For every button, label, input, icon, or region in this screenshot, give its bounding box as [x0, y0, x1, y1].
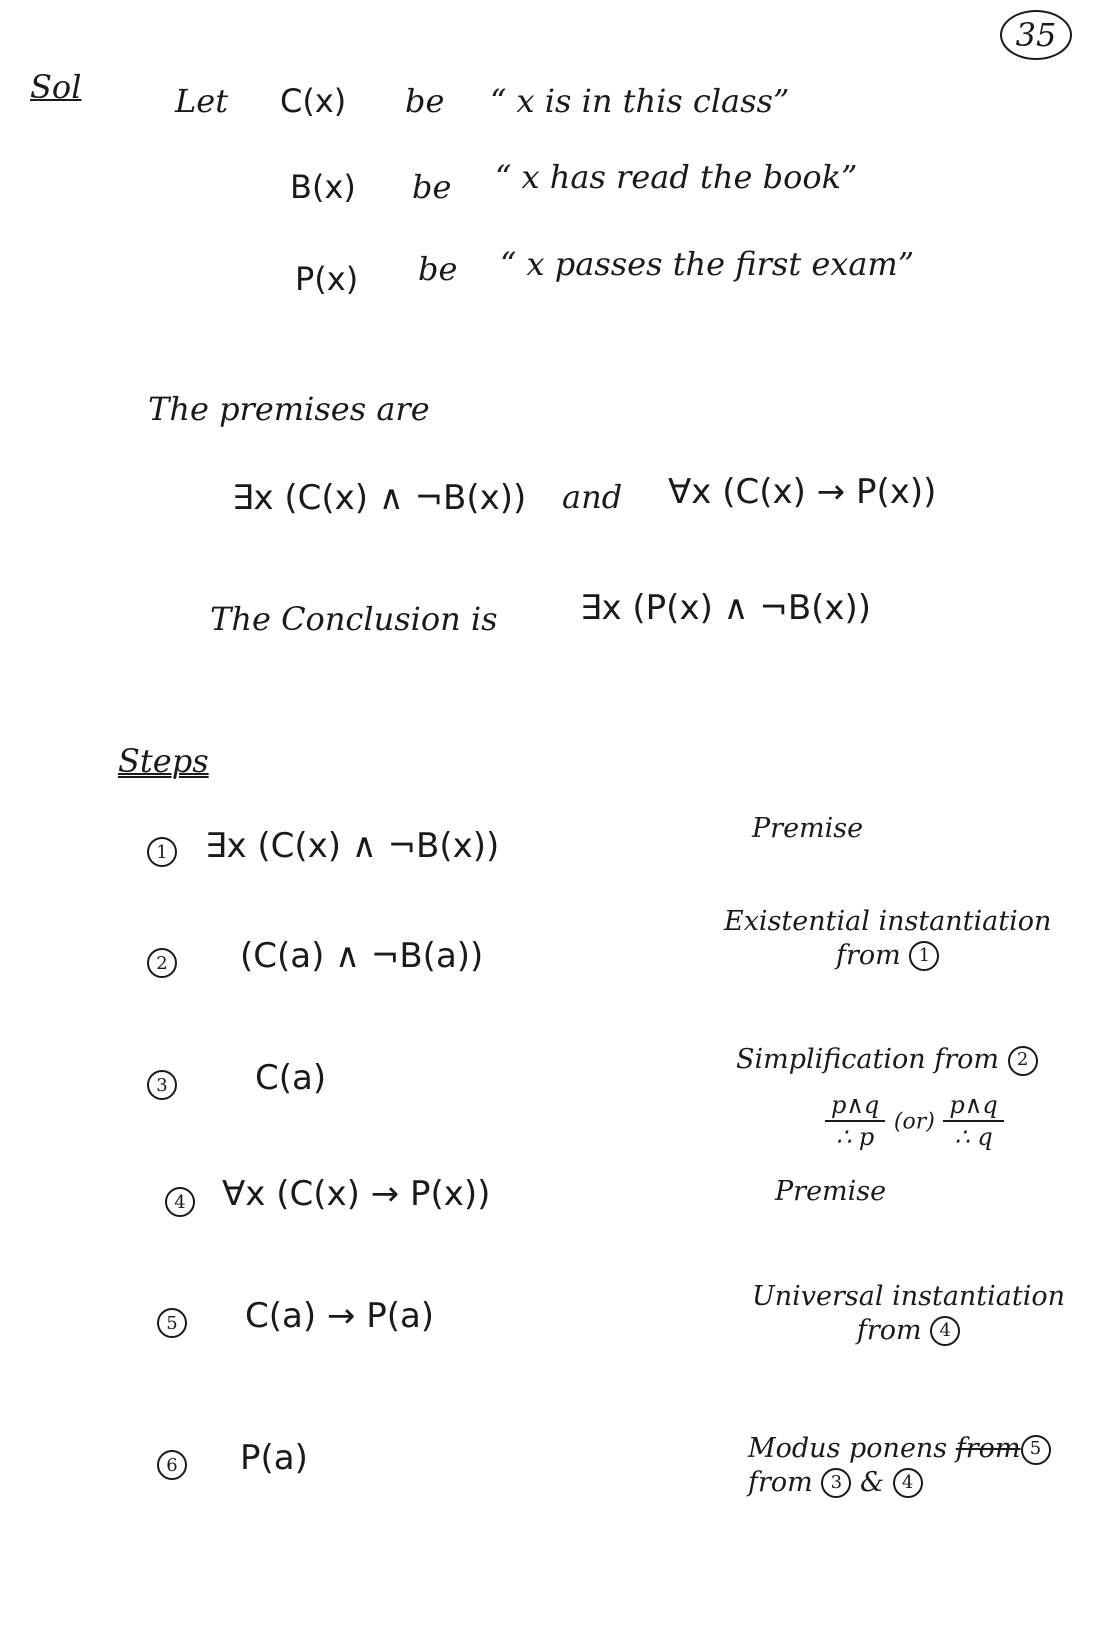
- definition-p-be: be: [418, 250, 458, 288]
- step-2-number: 2: [147, 948, 177, 978]
- premises-intro: The premises are: [148, 390, 430, 428]
- step-1-expression: ∃x (C(x) ∧ ¬B(x)): [205, 826, 500, 866]
- step-6-ref-circle-1: 3: [821, 1468, 851, 1498]
- definition-c-be: be: [405, 82, 445, 120]
- step-2-ref-circle: 1: [909, 941, 939, 971]
- rule-or: (or): [893, 1109, 935, 1135]
- step-6-struck-text: from: [955, 1433, 1021, 1464]
- definition-c-predicate: C(x): [280, 82, 347, 120]
- conclusion-formula: ∃x (P(x) ∧ ¬B(x)): [580, 588, 872, 628]
- step-5-justification: Universal instantiation from 4: [752, 1281, 1066, 1346]
- premise-2: ∀x (C(x) → P(x)): [668, 472, 937, 512]
- rule-fraction-p: $\frac{p\wedge q}{\therefore p}$: [825, 1090, 885, 1152]
- simplification-rule: [825, 1090, 1004, 1152]
- conclusion-intro: The Conclusion is: [210, 600, 498, 638]
- sol-label: Sol: [30, 68, 82, 106]
- step-3-expression: C(a): [255, 1058, 327, 1098]
- step-4-justification: Premise: [775, 1176, 887, 1207]
- premise-1: ∃x (C(x) ∧ ¬B(x)): [232, 478, 527, 518]
- definition-c-lead: Let: [175, 82, 229, 120]
- step-1-number: 1: [147, 837, 177, 867]
- step-3-ref-circle: 2: [1008, 1046, 1038, 1076]
- step-4-expression: ∀x (C(x) → P(x)): [222, 1174, 491, 1214]
- steps-title: Steps: [118, 742, 209, 780]
- rule-fraction-q: $\frac{p\wedge q}{\therefore q}$: [943, 1090, 1003, 1152]
- page-number: 35: [1000, 10, 1072, 60]
- definition-c-text: “ x is in this class”: [490, 82, 790, 120]
- step-6-justification: Modus ponens from 5 from 3 & 4: [748, 1432, 1051, 1500]
- step-6-expression: P(a): [240, 1438, 308, 1478]
- definition-b-predicate: B(x): [290, 168, 356, 206]
- step-4-number: 4: [165, 1187, 195, 1217]
- definition-p-text: “ x passes the first exam”: [500, 245, 915, 283]
- step-5-expression: C(a) → P(a): [245, 1296, 435, 1336]
- step-2-expression: (C(a) ∧ ¬B(a)): [240, 936, 484, 976]
- step-6-struck-ref: 5: [1021, 1435, 1051, 1465]
- step-6-number: 6: [157, 1450, 187, 1480]
- step-5-number: 5: [157, 1308, 187, 1338]
- step-3-justification: Simplification from 2: [736, 1043, 1038, 1077]
- premises-and: and: [562, 478, 623, 516]
- definition-b-be: be: [412, 168, 452, 206]
- step-3-number: 3: [147, 1070, 177, 1100]
- step-5-ref-circle: 4: [930, 1316, 960, 1346]
- step-1-justification: Premise: [752, 813, 864, 844]
- definition-b-text: “ x has read the book”: [495, 158, 858, 196]
- step-6-ref-circle-2: 4: [893, 1468, 923, 1498]
- step-2-justification: Existential instantiation from 1: [724, 906, 1052, 971]
- definition-p-predicate: P(x): [295, 260, 359, 298]
